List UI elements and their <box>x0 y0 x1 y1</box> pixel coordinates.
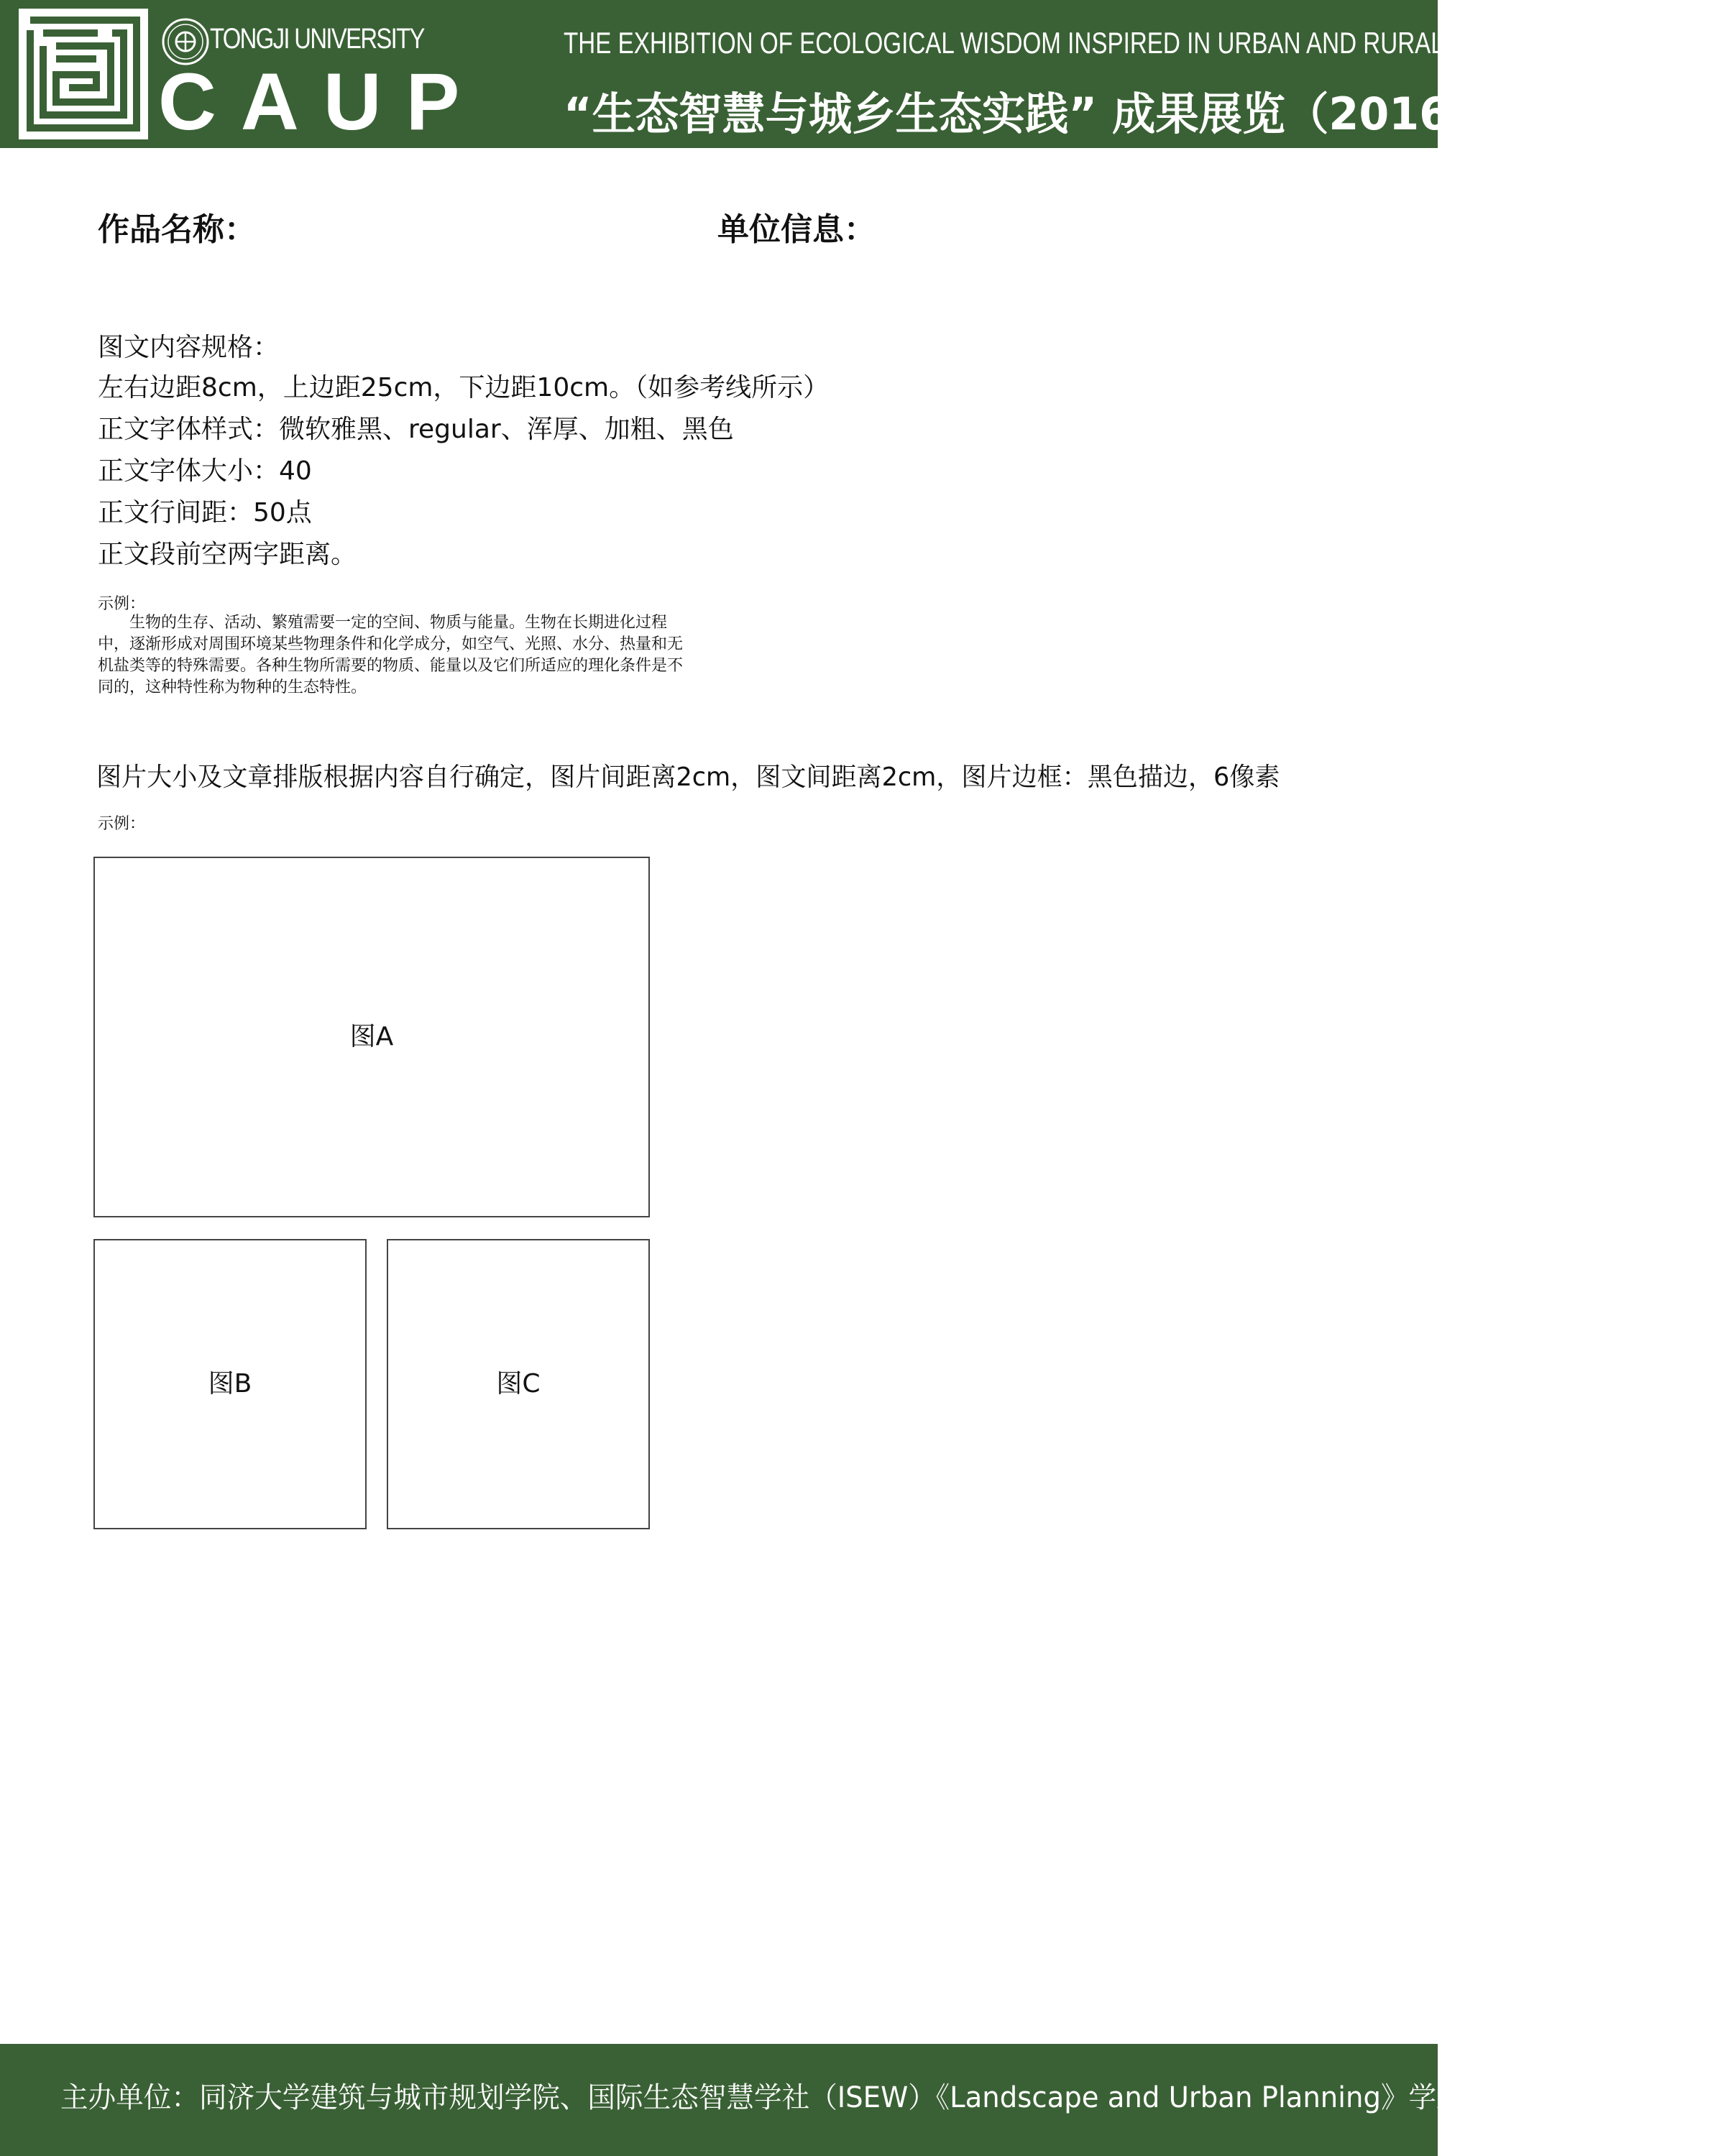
spec-indent: 正文段前空两字距离。 <box>98 540 357 569</box>
organizer-text: 主办单位：同济大学建筑与城市规划学院、国际生态智慧学社（ISEW）《Landscape and Urban Planning》学术期刊社 <box>60 2081 1548 2114</box>
image-c-label: 图C <box>496 1369 541 1399</box>
text-example-label: 示例： <box>98 595 146 613</box>
exhibition-title-en: THE EXHIBITION OF ECOLOGICAL WISDOM INSPIRED IN URBAN AND RURAL ECOLOGICAL PRACTICE <box>564 26 1731 60</box>
spec-line-spacing: 正文行间距：50点 <box>98 498 312 528</box>
school-name: CAUP <box>158 57 485 147</box>
image-frame-c <box>387 1239 650 1529</box>
example-paragraph: 生物的生存、活动、繁殖需要一定的空间、物质与能量。生物在长期进化过程中，逐渐形成对周围环境某些物理条件和化学成分，如空气、光照、水分、热量和无机盐类等的特殊需要。各种生物所需要的物质、能量以及它们所适应的理化条件是不同的，这种特性称为物种的生态特性。 <box>98 614 684 696</box>
image-example-label: 示例： <box>98 815 146 833</box>
image-b-label: 图B <box>208 1369 252 1399</box>
spec-margins: 左右边距8cm，上边距25cm，下边距10cm。（如参考线所示） <box>98 373 830 402</box>
image-frame-a <box>93 857 650 1217</box>
caup-maze-logo-icon <box>19 9 148 139</box>
spec-font-size: 正文字体大小：40 <box>98 456 312 486</box>
work-name-label: 作品名称： <box>98 211 256 248</box>
spec-font-style: 正文字体样式：微软雅黑、regular、浑厚、加粗、黑色 <box>98 415 734 444</box>
image-frame-b <box>93 1239 367 1529</box>
unit-info-label: 单位信息： <box>717 211 876 248</box>
footer-banner <box>0 2044 1548 2156</box>
image-a-label: 图A <box>349 1022 394 1051</box>
spec-title: 图文内容规格： <box>98 333 280 362</box>
image-spec: 图片大小及文章排版根据内容自行确定，图片间距离2cm，图文间距离2cm，图片边框：黑色描边，6像素 <box>96 763 1280 792</box>
header-banner <box>0 0 1731 148</box>
exhibition-title-cn: “生态智慧与城乡生态实践” 成果展览（2016） <box>564 88 1493 140</box>
university-name: TONGJI UNIVERSITY <box>210 23 424 55</box>
